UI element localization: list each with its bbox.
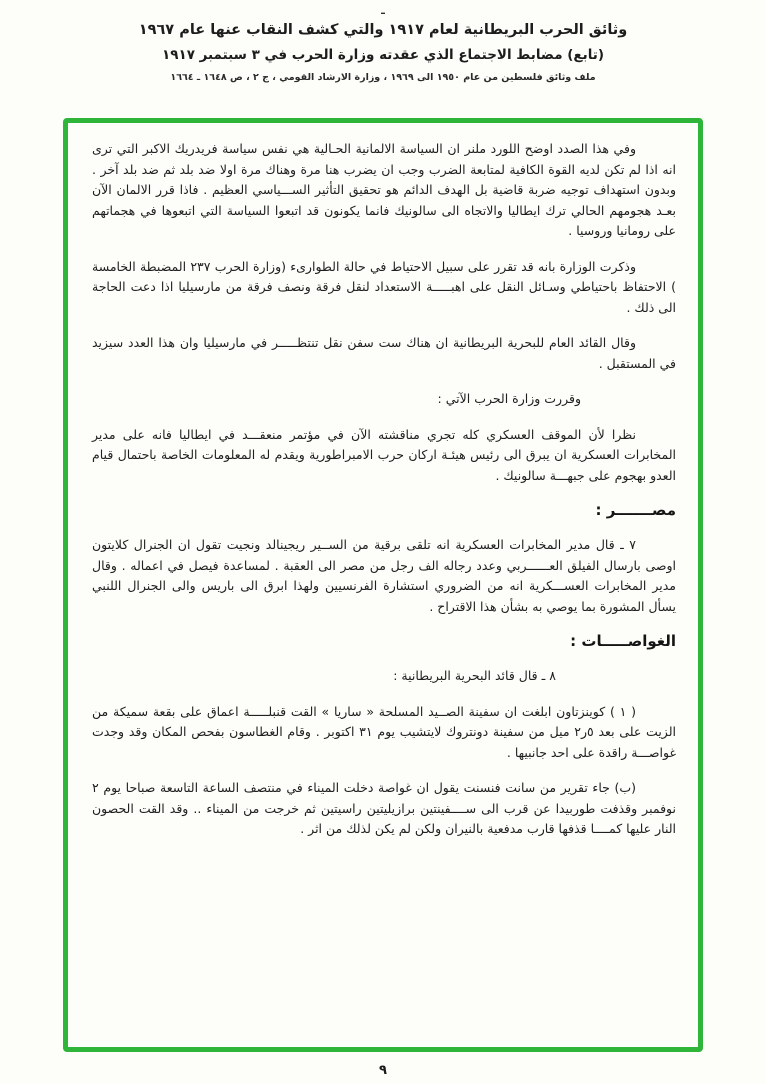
section-heading-egypt: مصـــــــر : (595, 501, 676, 519)
section-heading-submarines: الغواصـــــات : (570, 632, 676, 650)
document-frame (63, 118, 703, 1052)
document-source-note: ملف وثائق فلسطين من عام ١٩٥٠ الى ١٩٦٩ ، وزارة الارشاد القومي ، ج ٢ ، ص ١٦٤٨ ـ ١٦٦٤ (170, 72, 596, 83)
paragraph-war-ministry-decision: وقررت وزارة الحرب الآتي : (437, 391, 581, 406)
document-title: وثائق الحرب البريطانية لعام ١٩١٧ والتي كشف النقاب عنها عام ١٩٦٧ (138, 22, 628, 38)
page-number: ٩ (379, 1063, 387, 1078)
paragraph-ministry-reserve-transport: وذكرت الوزارة بانه قد تقرر على سبيل الاحتياط في حالة الطوارىء (وزارة الحرب ٢٣٧ المضبطة الخامسة ) الاحتفاظ باحتياطي وسـائل النقل على اهبـــــة الاستعداد لنقل فرقة ونصف فرقة من مارسيليا اذا دعت الحاجة الى ذلك . (92, 258, 676, 315)
top-fold-mark: ـ (381, 4, 385, 17)
paragraph-military-situation-conference: نظرا لأن الموقف العسكري كله تجري مناقشته الآن في مؤتمر منعقـــد في ايطاليا فانه على مدير المخابرات العسكرية ان يبرق الى رئيس هيئـة اركان حرب الامبراطورية ويقدم له المعلومات الخاصة باحتمال قيام العدو بهجوم على جبهـــة سالونيك . (92, 426, 676, 483)
paragraph-item-7-intelligence-telegram: ٧ ـ قال مدير المخابرات العسكرية انه تلقى برقية من الســير ريجينالد ونجيت تقول ان الجنرال كلايتون اوصى بارسال الفيلق العــــــربي وعدد رجاله الف رجل من مصر الى العقبة . لمساعدة فيصل في اعماله . وقال مدير المخابرات العســـكرية انه من الضروري استشارة الفرنسيين ولهذا ابرق الى باريس والى الجنرال اللنبي يسأل المشورة بما يوصي به بشأن هذا الاقتراح . (92, 537, 676, 614)
document-subtitle: (تابع) مضابط الاجتماع الذي عقدته وزارة الحرب في ٣ سبتمبر ١٩١٧ (161, 47, 605, 63)
document-header (0, 22, 766, 83)
paragraph-item-8-navy-statement: ٨ ـ قال قائد البحرية البريطانية : (393, 668, 556, 683)
paragraph-item-8b-saint-vincent: (ب) جاء تقرير من سانت فنسنت يقول ان غواصة دخلت الميناء في منتصف الساعة التاسعة صباحا يوم ٢ نوفمبر وقذفت طوربيدا عن قرب الى ســــفينتين برازيليتين راسيتين ثم خرجت من الميناء .. وقد القت الحصون النار عليها كمــــا قذفها قارب مدفعية بالنيران ولكن لم يكن لذلك من اثر . (92, 780, 676, 836)
paragraph-item-8a-queenstown: ( ١ ) كوينزتاون ابلغت ان سفينة الصــيد المسلحة « ساريا » القت قنبلـــــة اعماق على بقعة سميكة من الزيت على بعد ٥ر٢ ميل من سفينة دونتروك لايتشيب يوم ٣١ اكتوبر . وقام الغطاسون بفحص المكان وقد وجدت غواصـــة راقدة على احد جانبيها . (92, 703, 676, 760)
paragraph-lord-milner-policy: وفي هذا الصدد اوضح اللورد ملنر ان السياسة الالمانية الحـالية هي نفس سياسة فريدريك الاكبر التي ترى انه اذا لم تكن لديه القوة الكافية لمتابعة الضرب وجب ان يضرب هنا مرة وهناك مرة اولا ضد بلد ثم ضد بلد آخر . وبدون استهداف توجيه ضربة قاضية بل الهدف الدائم هو تحقيق التأثير الســـياسي العظيم . فاذا قرر الالمان الآن بعـد هجومهم الحالي ترك ايطاليا والاتجاه الى سالونيك فانما يكونون قد اتبعوا السياسة التي اتبعوها في هجماتهم على رومانيا وروسيا . (92, 141, 676, 238)
paragraph-navy-commander-ships: وقال القائد العام للبحرية البريطانية ان هناك ست سفن نقل تنتظـــــر في مارسيليا وان هذا العدد سيزيد في المستقبل . (92, 335, 676, 371)
